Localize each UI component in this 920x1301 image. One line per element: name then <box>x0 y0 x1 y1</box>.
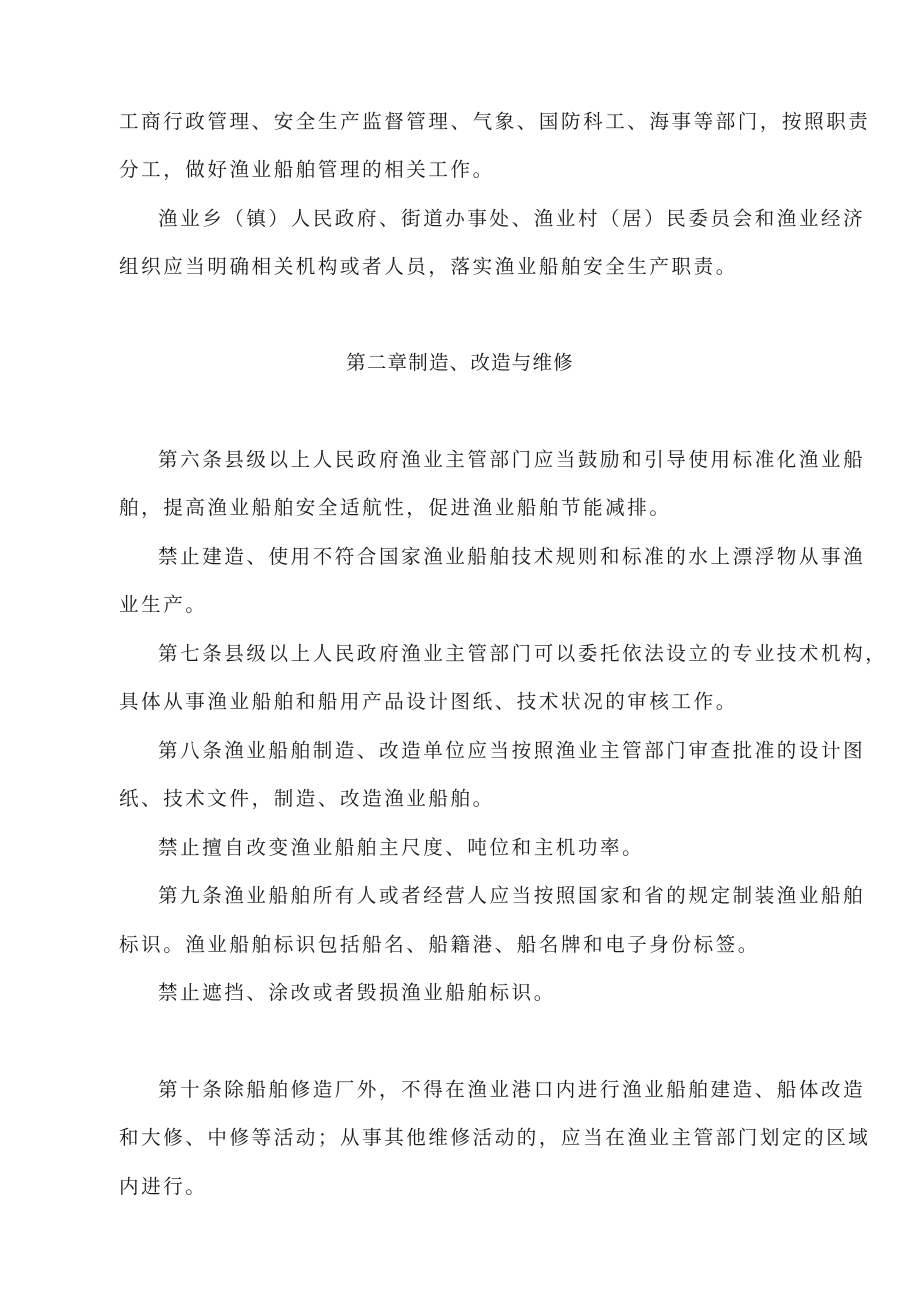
paragraph-line: 第十条除船舶修造厂外，不得在渔业港口内进行渔业船舶建造、船体改造 <box>158 1078 866 1101</box>
paragraph-line: 第六条县级以上人民政府渔业主管部门应当鼓励和引导使用标准化渔业船 <box>158 448 866 471</box>
paragraph-line: 渔业乡（镇）人民政府、街道办事处、渔业村（居）民委员会和渔业经济 <box>158 207 866 230</box>
paragraph-line: 具体从事渔业船舶和船用产品设计图纸、技术状况的审核工作。 <box>119 690 738 713</box>
paragraph-line: 工商行政管理、安全生产监督管理、气象、国防科工、海事等部门，按照职责 <box>119 110 871 133</box>
paragraph-line: 舶，提高渔业船舶安全适航性，促进渔业船舶节能减排。 <box>119 496 672 519</box>
paragraph-line: 第七条县级以上人民政府渔业主管部门可以委托依法设立的专业技术机构， <box>158 642 888 665</box>
paragraph-line: 禁止遮挡、涂改或者毁损渔业船舶标识。 <box>158 981 556 1004</box>
paragraph-line: 业生产。 <box>119 593 208 616</box>
chapter-heading: 第二章制造、改造与维修 <box>346 351 574 374</box>
paragraph-line: 第八条渔业船舶制造、改造单位应当按照渔业主管部门审查批准的设计图 <box>158 739 866 762</box>
paragraph-line: 标识。渔业船舶标识包括船名、船籍港、船名牌和电子身份标签。 <box>119 933 760 956</box>
paragraph-line: 和大修、中修等活动；从事其他维修活动的，应当在渔业主管部门划定的区域 <box>119 1126 871 1149</box>
paragraph-line: 禁止擅自改变渔业船舶主尺度、吨位和主机功率。 <box>158 836 645 859</box>
paragraph-line: 禁止建造、使用不符合国家渔业船舶技术规则和标准的水上漂浮物从事渔 <box>158 545 866 568</box>
paragraph-line: 内进行。 <box>119 1175 208 1198</box>
paragraph-line: 纸、技术文件，制造、改造渔业船舶。 <box>119 787 495 810</box>
paragraph-line: 分工，做好渔业船舶管理的相关工作。 <box>119 158 495 181</box>
paragraph-line: 第九条渔业船舶所有人或者经营人应当按照国家和省的规定制装渔业船舶 <box>158 884 866 907</box>
paragraph-line: 组织应当明确相关机构或者人员，落实渔业船舶安全生产职责。 <box>119 255 738 278</box>
